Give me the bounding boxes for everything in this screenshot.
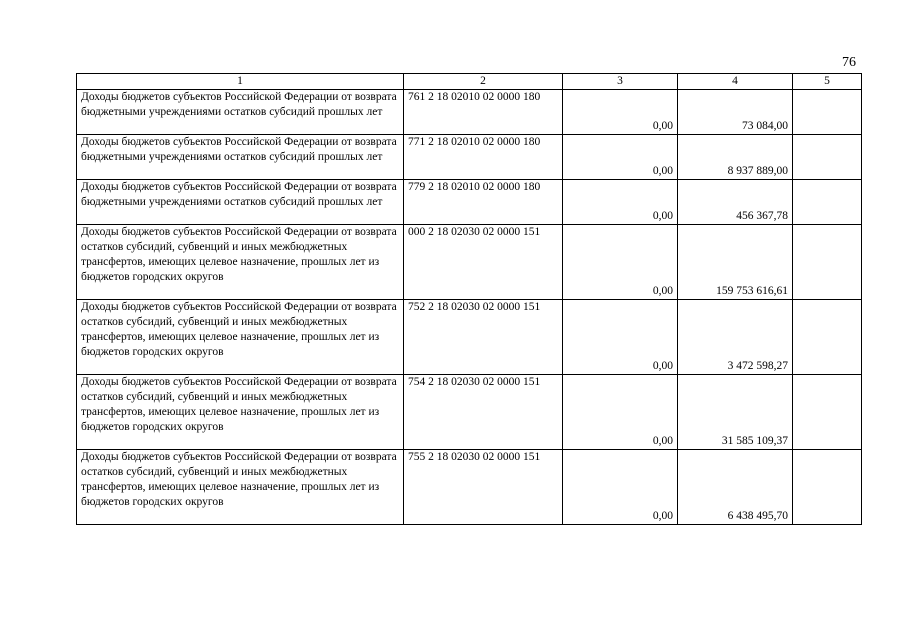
column-header-3: 3 <box>563 74 678 90</box>
column-5-value-cell <box>793 135 862 180</box>
column-3-value-cell: 0,00 <box>563 135 678 180</box>
header-row <box>77 74 862 90</box>
column-4-value-cell: 31 585 109,37 <box>678 375 793 450</box>
table-body <box>77 90 862 525</box>
column-3-value-cell: 0,00 <box>563 180 678 225</box>
budget-code-cell: 755 2 18 02030 02 0000 151 <box>404 450 563 525</box>
table-row <box>77 300 862 375</box>
column-4-value-cell: 159 753 616,61 <box>678 225 793 300</box>
table-row <box>77 450 862 525</box>
column-3-value-cell: 0,00 <box>563 375 678 450</box>
column-3-value-cell: 0,00 <box>563 90 678 135</box>
column-4-value-cell: 8 937 889,00 <box>678 135 793 180</box>
income-name-cell: Доходы бюджетов субъектов Российской Федерации от возврата остатков субсидий, субвенций и иных межбюджетных трансфертов, имеющих целевое назначение, прошлых лет из бюджетов городских округов <box>77 375 404 450</box>
column-header-5: 5 <box>793 74 862 90</box>
column-5-value-cell <box>793 225 862 300</box>
budget-table <box>76 73 862 525</box>
column-3-value-cell: 0,00 <box>563 450 678 525</box>
column-4-value-cell: 3 472 598,27 <box>678 300 793 375</box>
budget-code-cell: 771 2 18 02010 02 0000 180 <box>404 135 563 180</box>
column-3-value-cell: 0,00 <box>563 225 678 300</box>
table-header <box>77 74 862 90</box>
column-header-1: 1 <box>77 74 404 90</box>
column-4-value-cell: 456 367,78 <box>678 180 793 225</box>
income-name-cell: Доходы бюджетов субъектов Российской Федерации от возврата остатков субсидий, субвенций и иных межбюджетных трансфертов, имеющих целевое назначение, прошлых лет из бюджетов городских округов <box>77 225 404 300</box>
table-row <box>77 135 862 180</box>
column-4-value-cell: 73 084,00 <box>678 90 793 135</box>
table-row <box>77 375 862 450</box>
column-4-value-cell: 6 438 495,70 <box>678 450 793 525</box>
income-name-cell: Доходы бюджетов субъектов Российской Федерации от возврата бюджетными учреждениями остатков субсидий прошлых лет <box>77 90 404 135</box>
column-header-2: 2 <box>404 74 563 90</box>
column-5-value-cell <box>793 375 862 450</box>
income-name-cell: Доходы бюджетов субъектов Российской Федерации от возврата остатков субсидий, субвенций и иных межбюджетных трансфертов, имеющих целевое назначение, прошлых лет из бюджетов городских округов <box>77 450 404 525</box>
table-row <box>77 225 862 300</box>
table-row <box>77 180 862 225</box>
budget-code-cell: 761 2 18 02010 02 0000 180 <box>404 90 563 135</box>
budget-code-cell: 754 2 18 02030 02 0000 151 <box>404 375 563 450</box>
column-3-value-cell: 0,00 <box>563 300 678 375</box>
budget-code-cell: 779 2 18 02010 02 0000 180 <box>404 180 563 225</box>
page-number: 76 <box>842 55 856 70</box>
column-header-4: 4 <box>678 74 793 90</box>
income-name-cell: Доходы бюджетов субъектов Российской Федерации от возврата бюджетными учреждениями остатков субсидий прошлых лет <box>77 135 404 180</box>
income-name-cell: Доходы бюджетов субъектов Российской Федерации от возврата бюджетными учреждениями остатков субсидий прошлых лет <box>77 180 404 225</box>
column-5-value-cell <box>793 300 862 375</box>
income-name-cell: Доходы бюджетов субъектов Российской Федерации от возврата остатков субсидий, субвенций и иных межбюджетных трансфертов, имеющих целевое назначение, прошлых лет из бюджетов городских округов <box>77 300 404 375</box>
table-row <box>77 90 862 135</box>
column-5-value-cell <box>793 450 862 525</box>
budget-code-cell: 752 2 18 02030 02 0000 151 <box>404 300 563 375</box>
column-5-value-cell <box>793 90 862 135</box>
column-5-value-cell <box>793 180 862 225</box>
budget-code-cell: 000 2 18 02030 02 0000 151 <box>404 225 563 300</box>
